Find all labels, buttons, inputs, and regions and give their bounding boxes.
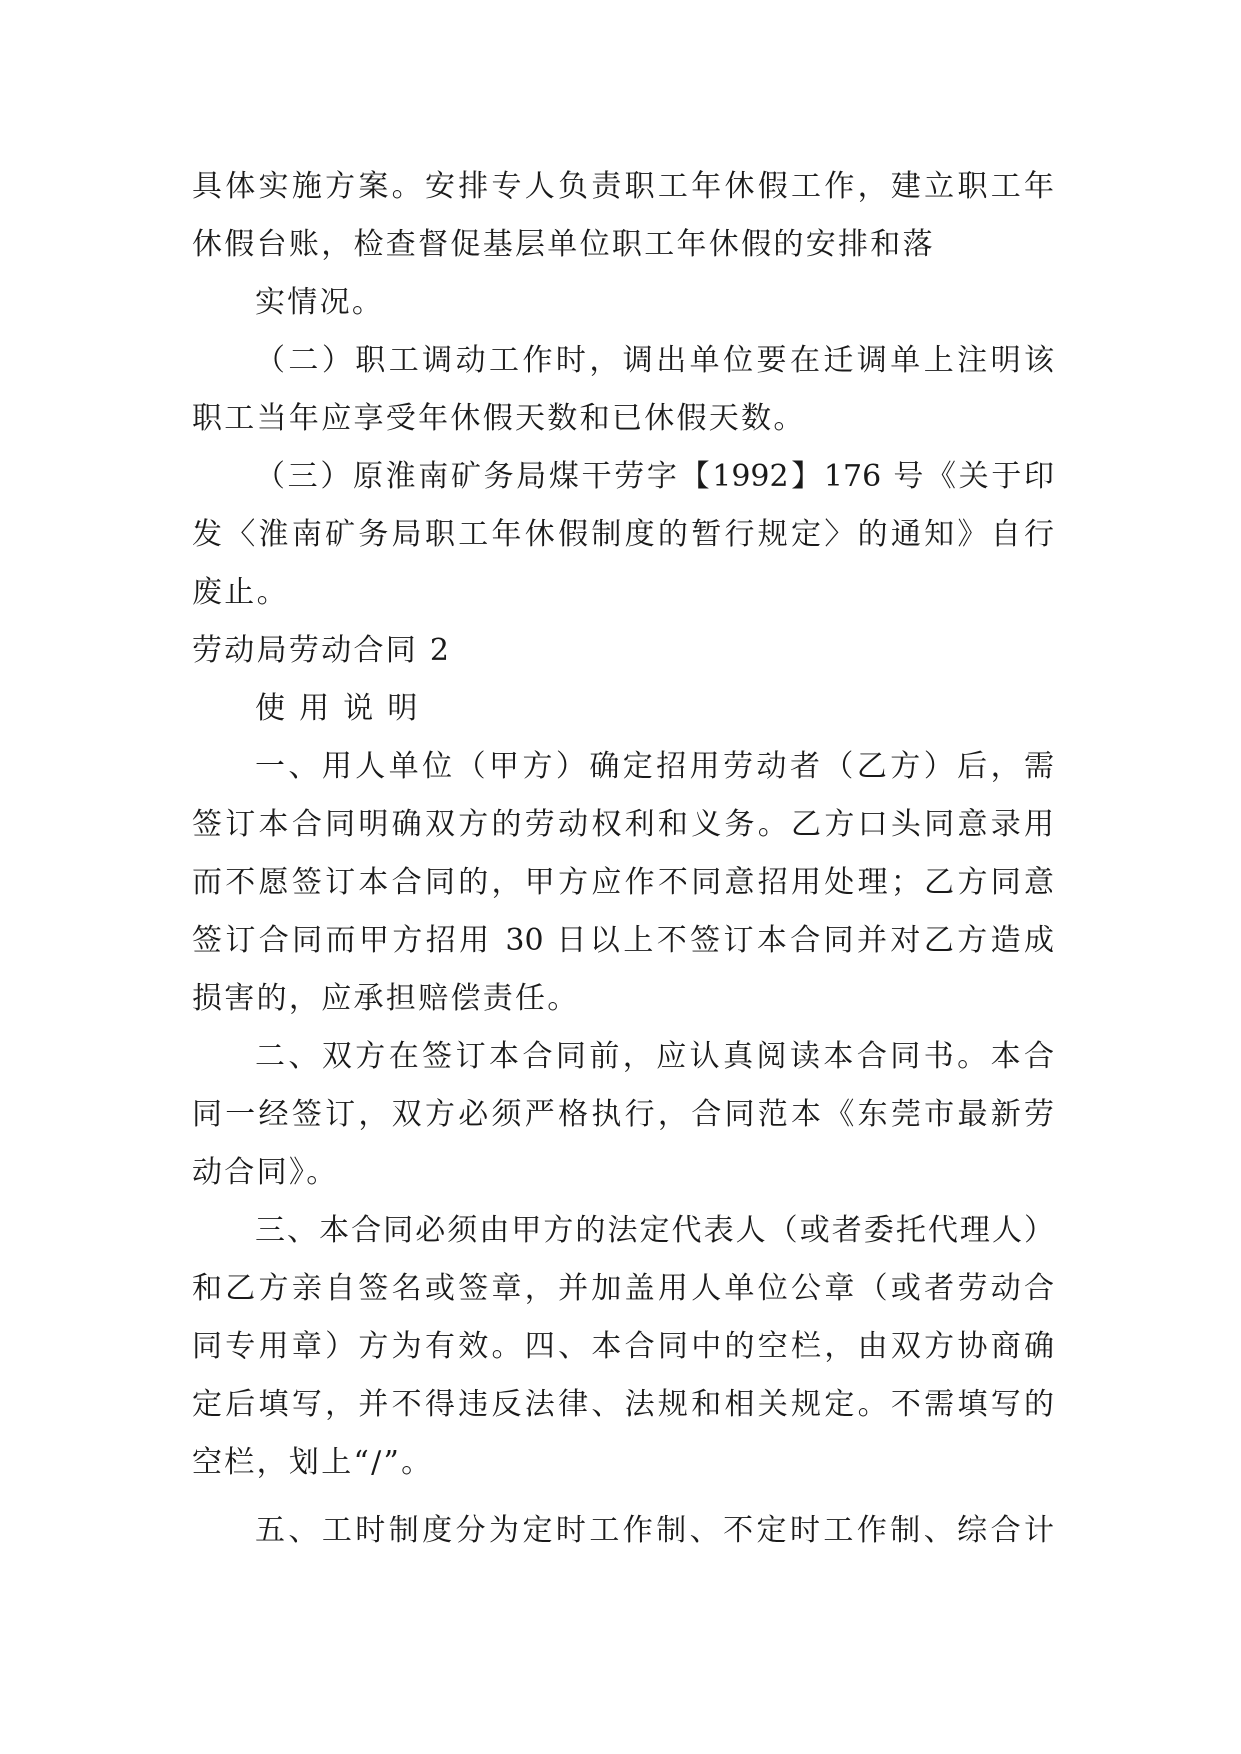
subheading: 使 用 说 明	[255, 691, 420, 726]
text-line: 损害的，应承担赔偿责任。	[192, 981, 580, 1016]
text-line: 签订合同而甲方招用 30 日以上不签订本合同并对乙方造成	[192, 923, 1054, 958]
text-line: 二、双方在签订本合同前，应认真阅读本合同书。本合	[255, 1039, 1054, 1074]
text-line: （二）职工调动工作时，调出单位要在迁调单上注明该	[255, 343, 1054, 378]
text-line: 实情况。	[255, 285, 385, 320]
section-heading: 劳动局劳动合同 2	[192, 633, 452, 668]
text-line: 三、本合同必须由甲方的法定代表人（或者委托代理人）	[255, 1213, 1054, 1248]
text-line: 发〈淮南矿务局职工年休假制度的暂行规定〉的通知》自行	[192, 517, 1054, 552]
text-line: 一、用人单位（甲方）确定招用劳动者（乙方）后，需	[255, 749, 1054, 784]
text-line: 废止。	[192, 575, 289, 610]
text-line: 五、工时制度分为定时工作制、不定时工作制、综合计	[255, 1513, 1054, 1548]
text-line: 休假台账，检查督促基层单位职工年休假的安排和落	[192, 227, 935, 262]
text-line: 同一经签订，双方必须严格执行，合同范本《东莞市最新劳	[192, 1097, 1054, 1132]
text-line: 定后填写，并不得违反法律、法规和相关规定。不需填写的	[192, 1387, 1054, 1422]
text-line: 职工当年应享受年休假天数和已休假天数。	[192, 401, 806, 436]
text-line: 具体实施方案。安排专人负责职工年休假工作，建立职工年	[192, 169, 1054, 204]
text-line: 而不愿签订本合同的，甲方应作不同意招用处理；乙方同意	[192, 865, 1054, 900]
text-line: 空栏，划上“/”。	[192, 1445, 434, 1480]
text-line: 动合同》。	[192, 1155, 339, 1190]
text-line: 签订本合同明确双方的劳动权利和义务。乙方口头同意录用	[192, 807, 1054, 842]
text-line: 和乙方亲自签名或签章，并加盖用人单位公章（或者劳动合	[192, 1271, 1054, 1306]
text-line: （三）原淮南矿务局煤干劳字【1992】176 号《关于印	[255, 459, 1054, 494]
text-line: 同专用章）方为有效。四、本合同中的空栏，由双方协商确	[192, 1329, 1054, 1364]
